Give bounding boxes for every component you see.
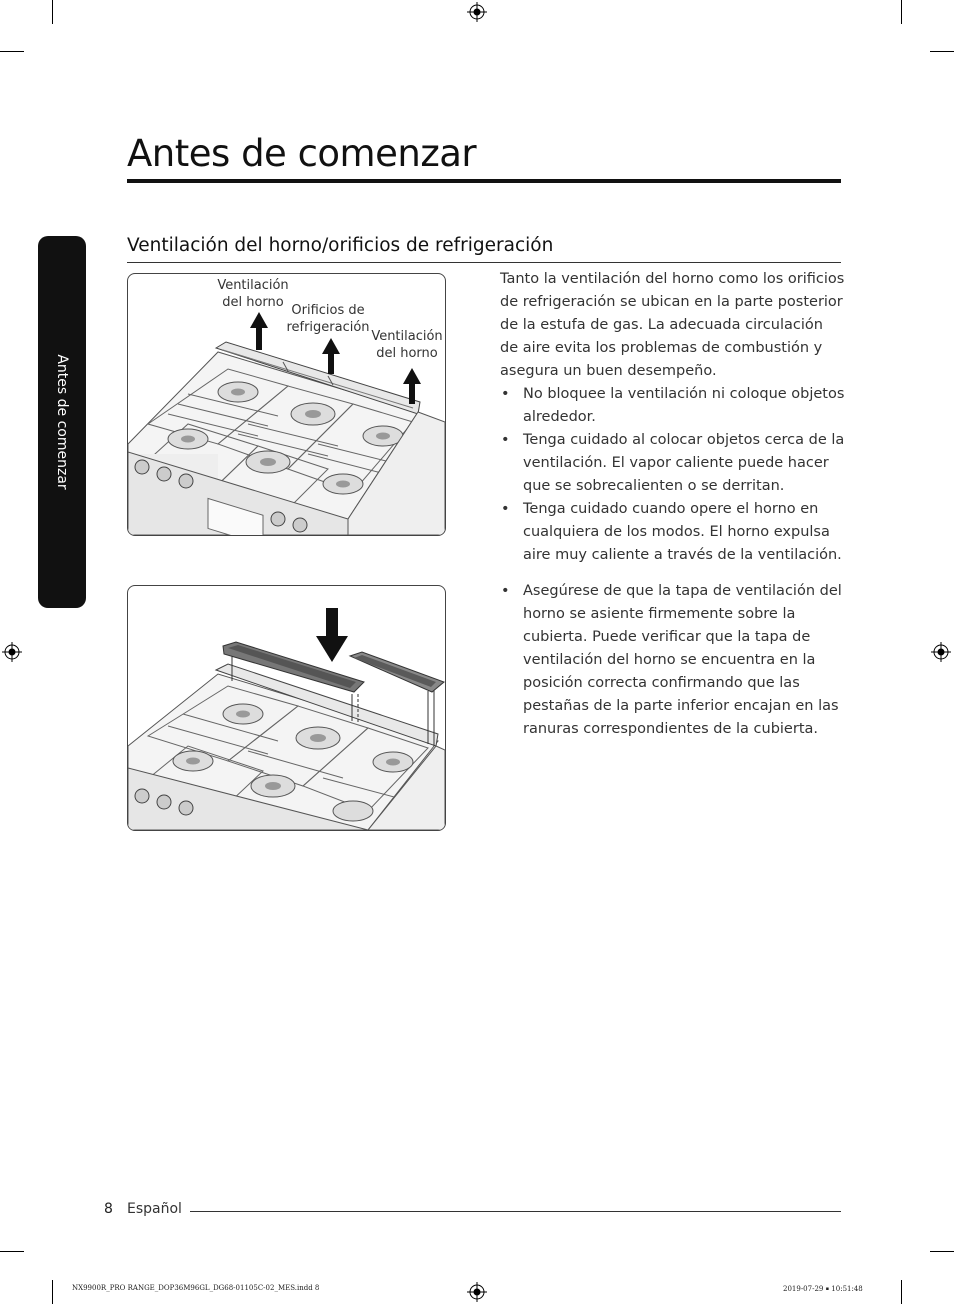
figure-range-vents [127,273,446,536]
registration-mark-icon [467,1282,487,1302]
title-rule [127,179,841,183]
crop-mark [930,51,954,52]
page-number: 8 [104,1201,113,1217]
crop-mark [901,1280,902,1304]
callout-oven-vent-left: Ventilación del horno [217,278,289,310]
figure-vent-cover [127,585,446,831]
crop-mark [901,0,902,24]
list-item: • No bloquee la ventilación ni coloque objetos alrededor. [500,383,845,429]
callout-cooling-holes: Orificios de refrigeración [286,303,370,335]
bullet-list-2 [500,580,845,741]
intro-paragraph: Tanto la ventilación del horno como los orificios de refrigeración se ubican en la parte posterior de la estufa de gas. La adecuada circulación de aire evita los problemas de combustión y asegura un buen desempeño. [500,271,845,379]
page-title: Antes de comenzar [127,132,477,175]
vent-cover-illustration-icon [128,586,445,830]
crop-mark [52,0,53,24]
section-heading: Ventilación del horno/orificios de refrigeración [127,235,554,256]
bullet-icon: • [501,386,510,402]
list-item: • Tenga cuidado al colocar objetos cerca de la ventilación. El vapor caliente puede hacer que se sobrecalienten o se derritan. [500,429,845,498]
crop-mark [0,51,24,52]
crop-mark [52,1280,53,1304]
section-rule [127,262,841,263]
bullet-icon: • [501,583,510,599]
bullet-list-1 [500,383,845,567]
crop-mark [930,1251,954,1252]
list-item: • Tenga cuidado cuando opere el horno en cualquiera de los modos. El horno expulsa aire muy caliente a través de la ventilación. [500,498,845,567]
footer-rule [190,1211,841,1212]
side-tab-label: Antes de comenzar [54,354,70,490]
bullet-icon: • [501,501,510,517]
callout-oven-vent-right: Ventilación del horno [371,329,443,361]
registration-mark-icon [2,642,22,662]
footer-language: Español [127,1201,182,1217]
list-item: • Asegúrese de que la tapa de ventilación del horno se asiente firmemente sobre la cubierta. Puede verificar que la tapa de ventilación del horno se encuentra en la posición correcta confirmando que las pestañas de la parte inferior encajan en las ranuras correspondientes de la cubierta. [500,580,845,741]
crop-mark [0,1251,24,1252]
bullet-icon: • [501,432,510,448]
registration-mark-icon [467,2,487,22]
registration-mark-icon [931,642,951,662]
slug-timestamp: 2019-07-29 ￭ 10:51:48 [783,1285,863,1293]
slug-file-info: NX9900R_PRO RANGE_DOP36M96GL_DG68-01105C-02_MES.indd 8 [72,1284,320,1292]
side-tab [38,236,86,608]
